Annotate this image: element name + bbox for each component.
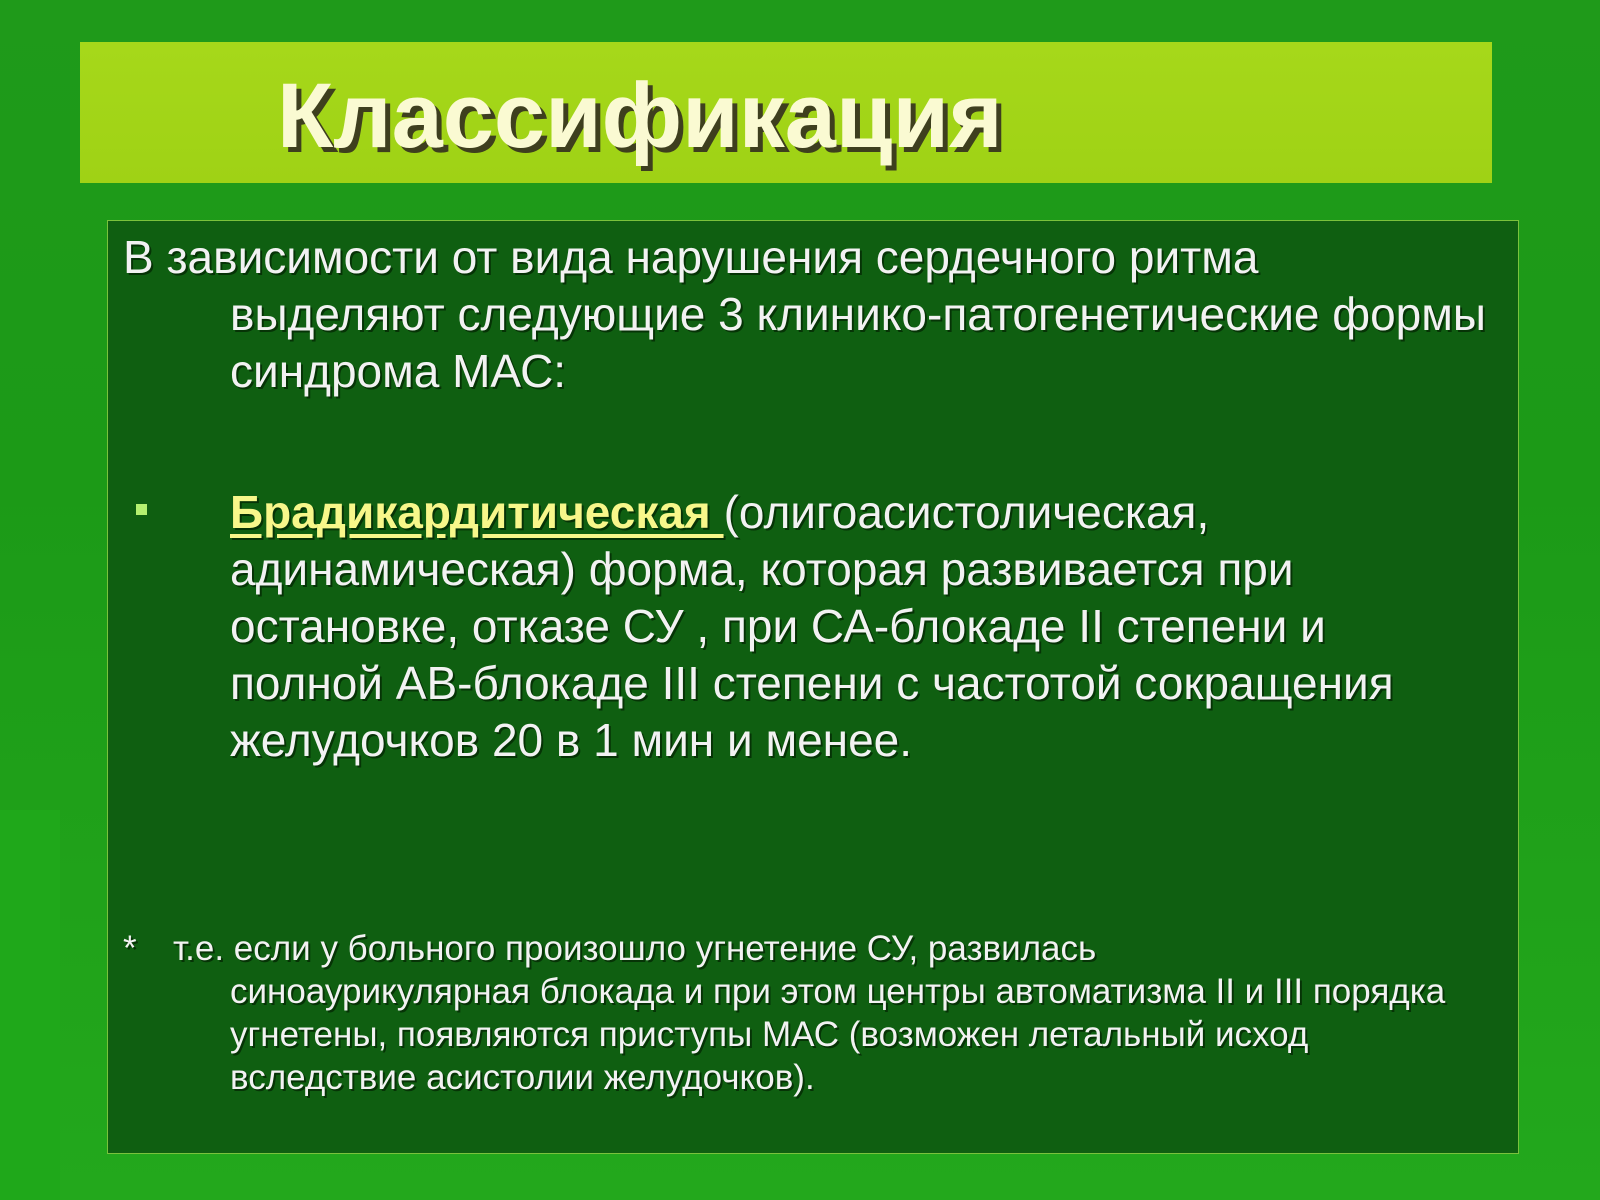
intro-paragraph: [123, 229, 1493, 400]
footnote: [123, 927, 1498, 1099]
content-box: [107, 220, 1519, 1154]
background-accent: [0, 810, 60, 1200]
square-bullet-icon: [136, 504, 147, 515]
footnote-marker: *: [123, 929, 137, 968]
bullet-text: [230, 484, 1490, 769]
intro-first-line: В зависимости от вида нарушения сердечного ритма: [123, 231, 1259, 283]
title-bar: [80, 42, 1492, 183]
intro-continuation: выделяют следующие 3 клинико-патогенетические формы синдрома МАС:: [230, 288, 1486, 397]
slide-title: Классификация: [277, 65, 1003, 167]
highlighted-term: Брадикардитическая: [230, 486, 724, 538]
footnote-first-line: т.е. если у больного произошло угнетение СУ, развилась: [173, 929, 1097, 968]
bullet-description: (олигоасистолическая, адинамическая) форма, которая развивается при остановке, отказе СУ , при СА-блокаде II степени и полной АВ-блокаде III степени с частотой сокращения желудочков 20 в 1 мин и менее.: [230, 486, 1394, 766]
footnote-continuation: синоаурикулярная блокада и при этом центры автоматизма II и III порядка угнетены, появляются приступы МАС (возможен летальный исход вследствие асистолии желудочков).: [230, 972, 1446, 1097]
